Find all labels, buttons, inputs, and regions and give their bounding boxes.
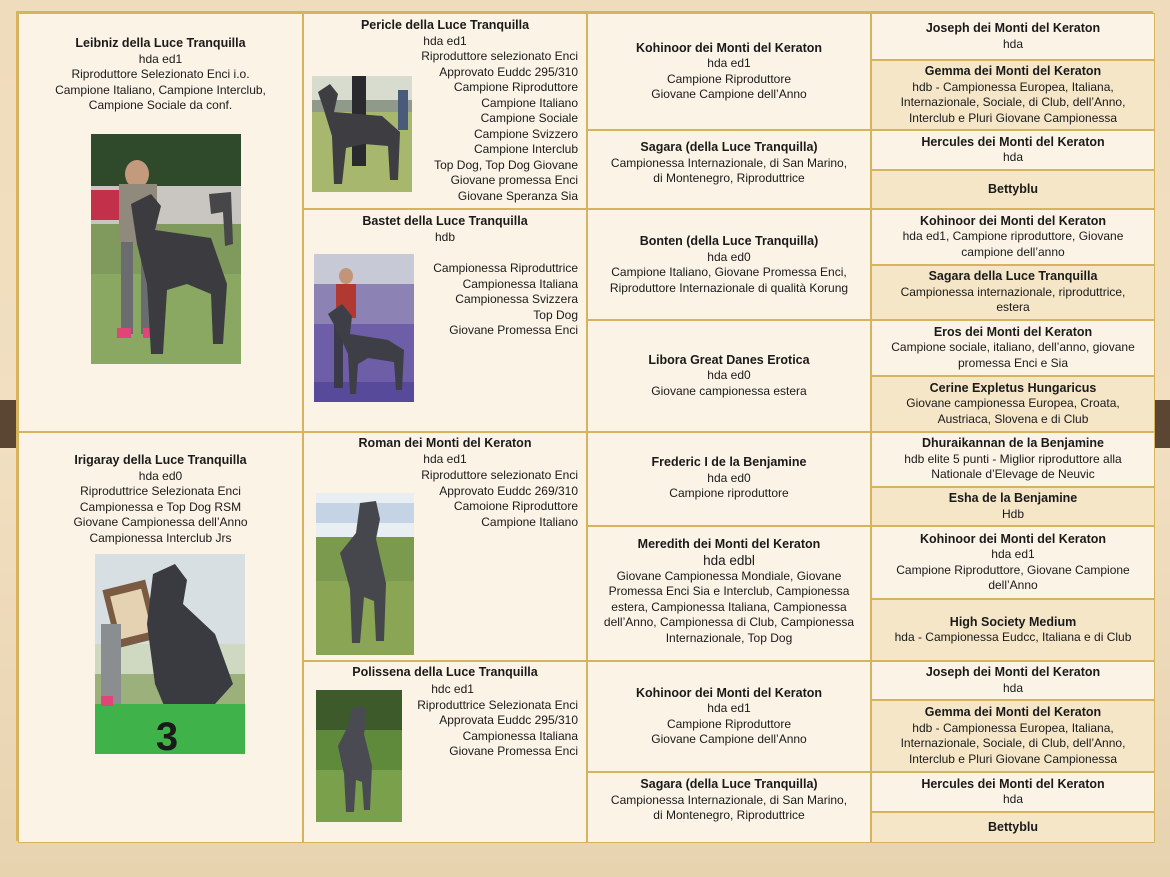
ggp-high-society: [871, 599, 1155, 661]
ggp-bettyblu-2-name: Bettyblu: [988, 819, 1038, 834]
parent-roman: [303, 432, 587, 661]
ggp-dhuraikannan: [871, 432, 1155, 487]
irigaray-name: Irigaray della Luce Tranquilla: [74, 453, 247, 467]
ggp-cerine-name: Cerine Expletus Hungaricus: [929, 380, 1097, 395]
ggp-sagara-3-name: Sagara della Luce Tranquilla: [928, 269, 1098, 284]
ggp-cerine-titles: Giovane campionessa Europea, Croata, Austriaca, Slovena e di Club: [906, 396, 1120, 426]
ggp-joseph-1-grade: hda: [1002, 36, 1024, 51]
ggp-esha-grade: Hdb: [1001, 506, 1024, 521]
podium-number: 3: [155, 715, 179, 754]
ggp-hercules-2-grade: hda: [1002, 792, 1024, 806]
polissena-titles: hdc ed1 Riproduttrice Selezionata Enci Approvata Euddc 295/310 Campionessa Italiana Giovane Promessa Enci: [417, 682, 578, 758]
ggp-gemma-1-name: Gemma dei Monti del Keraton: [924, 64, 1102, 78]
gp-frederic: [587, 432, 871, 526]
parent-polissena: [303, 661, 587, 843]
roman-grade: hda ed1: [423, 451, 467, 466]
subject-irigaray: [18, 432, 303, 843]
irigaray-photo: [95, 554, 245, 754]
ggp-joseph-1-name: Joseph dei Monti del Keraton: [925, 21, 1101, 35]
parent-pericle: [303, 13, 587, 209]
ggp-joseph-2-name: Joseph dei Monti del Keraton: [925, 665, 1101, 679]
gp-kohinoor-1-titles: hda ed1 Campione Riproduttore Giovane Campione dell’Anno: [651, 56, 807, 101]
ggp-gemma-2-titles: hdb - Campionessa Europea, Italiana, Internazionale, Sociale, di Club, dell’Anno, Interclub e Pluri Giovane Campionessa: [900, 720, 1126, 766]
gp-frederic-name: Frederic I de la Benjamine: [651, 455, 807, 469]
ggp-hercules-2: [871, 772, 1155, 812]
gp-bonten-titles: hda ed0 Campione Italiano, Giovane Promessa Enci, Riproduttore Internazionale di qualità Korung: [609, 249, 849, 295]
irigaray-titles: hda ed0 Riproduttrice Selezionata Enci Campionessa e Top Dog RSM Giovane Campionessa dell’Anno Campionessa Interclub Jrs: [73, 468, 248, 545]
ggp-sagara-3-titles: Campionessa internazionale, riproduttrice, estera: [900, 284, 1126, 315]
ggp-joseph-2-grade: hda: [1002, 680, 1024, 695]
gp-frederic-titles: hda ed0 Campione riproduttore: [669, 470, 789, 500]
gp-sagara-1-name: Sagara (della Luce Tranquilla): [640, 140, 818, 154]
ggp-hercules-1: [871, 130, 1155, 170]
gp-sagara-1: [587, 130, 871, 209]
gp-meredith-grade: hda edbl: [703, 552, 755, 568]
leibniz-name: Leibniz della Luce Tranquilla: [75, 36, 246, 50]
leibniz-photo: [91, 134, 241, 364]
subject-leibniz: [18, 13, 303, 432]
gp-bonten-name: Bonten (della Luce Tranquilla): [639, 234, 819, 248]
roman-name: Roman dei Monti del Keraton: [358, 436, 532, 450]
ggp-gemma-2-name: Gemma dei Monti del Keraton: [924, 705, 1102, 719]
gp-sagara-1-titles: Campionessa Internazionale, di San Marino, di Montenegro, Riproduttrice: [610, 155, 848, 185]
gp-libora: [587, 320, 871, 432]
ggp-cerine: [871, 376, 1155, 432]
gp-kohinoor-1: [587, 13, 871, 130]
ggp-high-society-titles: hda - Campionessa Eudcc, Italiana e di Club: [894, 630, 1132, 644]
ggp-eros-name: Eros dei Monti del Keraton: [933, 324, 1093, 339]
ggp-gemma-2: [871, 700, 1155, 772]
pedigree-table: [16, 11, 1153, 841]
ggp-bettyblu-1: [871, 170, 1155, 209]
gp-sagara-2: [587, 772, 871, 843]
gp-bonten: [587, 209, 871, 320]
parent-bastet: [303, 209, 587, 432]
gp-meredith-titles: Giovane Campionessa Mondiale, Giovane Promessa Enci Sia e Interclub, Campionessa estera, Campionessa Italiana, Campionessa dell’Anno, Campionessa di Club, Campionessa Internazionale, Top Dog: [603, 568, 855, 645]
ggp-joseph-1: [871, 13, 1155, 60]
ggp-kohinoor-3: [871, 209, 1155, 265]
pericle-photo: [312, 76, 412, 192]
ggp-gemma-1: [871, 60, 1155, 130]
ggp-eros: [871, 320, 1155, 376]
leibniz-titles: hda ed1 Riproduttore Selezionato Enci i.o. Campione Italiano, Campione Interclub, Campione Sociale da conf.: [55, 51, 266, 112]
ggp-esha-name: Esha de la Benjamine: [948, 491, 1078, 505]
gp-sagara-2-titles: Campionessa Internazionale, di San Marino, di Montenegro, Riproduttrice: [610, 792, 848, 822]
ggp-kohinoor-3-name: Kohinoor dei Monti del Keraton: [919, 213, 1107, 228]
gp-kohinoor-2: [587, 661, 871, 772]
gp-kohinoor-2-name: Kohinoor dei Monti del Keraton: [635, 685, 823, 700]
pericle-titles: Riproduttore selezionato Enci Approvato Euddc 295/310 Campione Riproduttore Campione Italiano Campione Sociale Campione Svizzero Campione Interclub Top Dog, Top Dog Giovane Giovane promessa Enci Giovane Speranza Sia: [421, 49, 578, 203]
polissena-photo: [316, 690, 402, 822]
gp-kohinoor-2-titles: hda ed1 Campione Riproduttore Giovane Campione dell’Anno: [651, 701, 807, 746]
ggp-dhuraikannan-name: Dhuraikannan de la Benjamine: [922, 436, 1104, 451]
roman-titles: Riproduttore selezionato Enci Approvato Euddc 269/310 Camoione Riproduttore Campione Italiano: [421, 468, 578, 529]
ggp-hercules-1-grade: hda: [1002, 150, 1024, 164]
ggp-sagara-3: [871, 265, 1155, 320]
ggp-hercules-1-name: Hercules dei Monti del Keraton: [921, 134, 1105, 149]
ggp-bettyblu-2: [871, 812, 1155, 843]
gp-sagara-2-name: Sagara (della Luce Tranquilla): [640, 777, 818, 791]
ggp-kohinoor-3-titles: hda ed1, Campione riproduttore, Giovane campione dell’anno: [902, 229, 1124, 259]
ggp-joseph-2: [871, 661, 1155, 700]
roman-photo: [316, 493, 414, 655]
bastet-photo: [314, 254, 414, 402]
ggp-kohinoor-4-titles: hda ed1 Campione Riproduttore, Giovane Campione dell’Anno: [896, 547, 1130, 592]
bastet-titles: Campionessa Riproduttrice Campionessa Italiana Campionessa Svizzera Top Dog Giovane Promessa Enci: [433, 261, 578, 337]
ggp-kohinoor-4-name: Kohinoor dei Monti del Keraton: [919, 531, 1107, 546]
ggp-high-society-name: High Society Medium: [949, 614, 1077, 629]
bastet-grade: hdb: [434, 229, 456, 244]
ggp-eros-titles: Campione sociale, italiano, dell’anno, giovane promessa Enci e Sia: [891, 340, 1135, 370]
ggp-hercules-2-name: Hercules dei Monti del Keraton: [921, 776, 1105, 791]
ggp-esha: [871, 487, 1155, 526]
gp-libora-name: Libora Great Danes Erotica: [648, 352, 810, 367]
gp-libora-titles: hda ed0 Giovane campionessa estera: [651, 368, 807, 398]
ggp-dhuraikannan-titles: hdb elite 5 punti - Miglior riproduttore alla Nationale d’Elevage de Neuvic: [904, 451, 1122, 482]
gp-meredith: [587, 526, 871, 661]
gp-meredith-name: Meredith dei Monti del Keraton: [637, 537, 821, 551]
polissena-name: Polissena della Luce Tranquilla: [352, 665, 538, 679]
ggp-bettyblu-1-name: Bettyblu: [988, 181, 1038, 196]
gp-kohinoor-1-name: Kohinoor dei Monti del Keraton: [635, 40, 823, 55]
pericle-name: Pericle della Luce Tranquilla: [360, 18, 530, 32]
ggp-gemma-1-titles: hdb - Campionessa Europea, Italiana, Internazionale, Sociale, di Club, dell’Anno, Interclub e Pluri Giovane Campionessa: [900, 79, 1126, 125]
bastet-name: Bastet della Luce Tranquilla: [362, 214, 528, 228]
ggp-kohinoor-4: [871, 526, 1155, 599]
pericle-grade: hda ed1: [423, 33, 467, 48]
